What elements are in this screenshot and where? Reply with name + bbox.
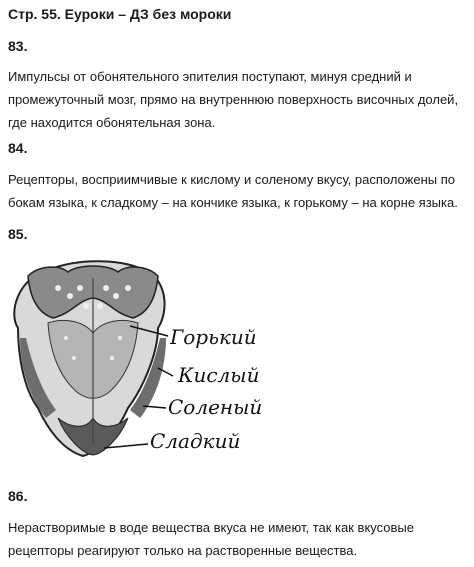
- answer-text-86: Нерастворимые в воде вещества вкуса не имеют, так как вкусовые рецепторы реагируют только на растворенные вещества.: [8, 520, 414, 558]
- label-sour: Кислый: [178, 363, 260, 387]
- question-number-84: 84.: [8, 140, 28, 156]
- question-number-83: 83.: [8, 38, 28, 54]
- question-number-85: 85.: [8, 226, 28, 242]
- question-number-86: 86.: [8, 488, 28, 504]
- page-title: Стр. 55. Еуроки – ДЗ без мороки: [8, 6, 232, 22]
- tongue-taste-zones-figure: [8, 258, 298, 473]
- answer-text-84: Рецепторы, восприимчивые к кислому и соленому вкусу, расположены по бокам языка, к сладкому – на кончике языка, к горькому – на корне языка.: [8, 172, 458, 210]
- label-sweet: Сладкий: [150, 429, 241, 453]
- answer-text-83: Импульсы от обонятельного эпителия поступают, минуя средний и промежуточный мозг, прямо на внутреннюю поверхность височных долей, где находится обонятельная зона.: [8, 69, 459, 130]
- tongue-drawing: [14, 261, 166, 456]
- label-salty: Соленый: [168, 395, 263, 419]
- label-bitter: Горький: [170, 325, 257, 349]
